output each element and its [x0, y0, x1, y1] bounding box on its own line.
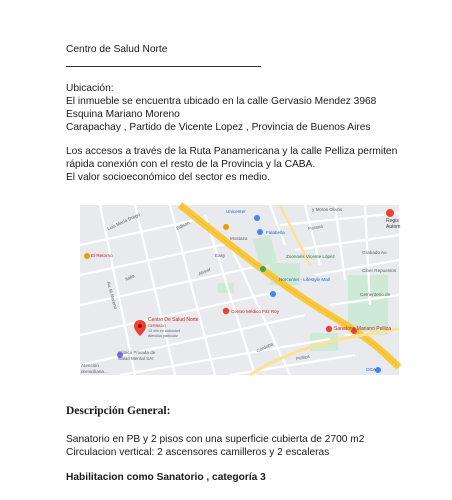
map-label-cementerio: Cementerio de: [360, 292, 391, 297]
map-label-regis: Regis: [386, 218, 399, 224]
title-underline: [66, 66, 261, 67]
map-label-clinica: Clínica Privada de: [118, 350, 156, 355]
map-street: Pelliza: [295, 353, 310, 362]
location-map[interactable]: [80, 205, 399, 375]
location-line: El inmueble se encuentra ubicado en la calle Gervasio Mendez 3968: [66, 96, 377, 107]
map-street: Edison: [175, 220, 191, 231]
map-label-regis: Autom: [386, 224, 401, 230]
habilitation-line: Habilitacion como Sanatorio , categoría 3: [66, 472, 266, 483]
location-heading: Ubicación:: [66, 83, 114, 94]
doc-title: Centro de Salud Norte: [66, 44, 168, 55]
map-street: Italia: [124, 273, 136, 282]
map-label-centro-salud-norte: Centro De Salud Norte: [148, 317, 199, 323]
description-line: Circulacion vertical: 2 ascensores camilleros y 2 escaleras: [66, 447, 330, 458]
map-label-atencion: Atención: [81, 363, 99, 368]
map-label-oca: OCA: [366, 367, 376, 372]
map-label-el-retorno: El Retorno: [91, 253, 113, 258]
map-street: Av. M Moreno: [106, 281, 119, 310]
map-label-clinica: Salud Mental SAI: [118, 356, 154, 361]
map-label-zoonosis: Zoonosis Vicente López: [286, 254, 335, 259]
map-street: Luis María Drago: [106, 211, 141, 232]
map-label-unicenter: Unicenter: [226, 209, 246, 214]
map-label-drive-time: 13 min en automóvil: [148, 329, 181, 333]
description-heading: Descripción General:: [66, 405, 171, 417]
description-line: Sanatorio en PB y 2 pisos con una superficie cubierta de 2700 m2: [66, 434, 365, 445]
map-label-atencion: domiciliaria...: [81, 369, 108, 374]
map-label-grabado: Grabado Au: [362, 250, 387, 255]
map-label-falabella: Falabella: [266, 230, 285, 235]
map-label-lifestyle: Norcenter - Lifestyle Mall: [279, 277, 330, 282]
location-line: Esquina Mariano Moreno: [66, 109, 180, 120]
access-line: Los accesos a través de la Ruta Panamericana y la calle Pelliza permiten: [66, 146, 398, 157]
map-label-cerrado: CERRADO: [148, 324, 166, 328]
location-line: Carapachay , Partido de Vicente Lopez , Provincia de Buenos Aires: [66, 122, 371, 133]
access-line: El valor socioeconómico del sector es medio.: [66, 172, 270, 183]
map-street: Alvear: [197, 266, 212, 277]
map-label-motos: y Motos Olivos: [312, 207, 343, 212]
map-label-attention: Atención particular: [148, 334, 178, 338]
map-label-mostaza: Mostaza: [230, 236, 248, 241]
map-street: Córdoba: [255, 341, 274, 354]
access-line: rápida conexión con el resto de la Provincia y la CABA.: [66, 159, 316, 170]
map-label-ciber: Ciber Repuestos: [362, 268, 397, 273]
map-label-easy: Easy: [215, 253, 226, 258]
map-label-sanatorio: Sanatorio Mariano Pelliza: [334, 326, 391, 332]
map-street: Paraná: [307, 223, 324, 232]
map-label-fitz-roy: Centro Médico Fitz Roy: [231, 309, 279, 314]
